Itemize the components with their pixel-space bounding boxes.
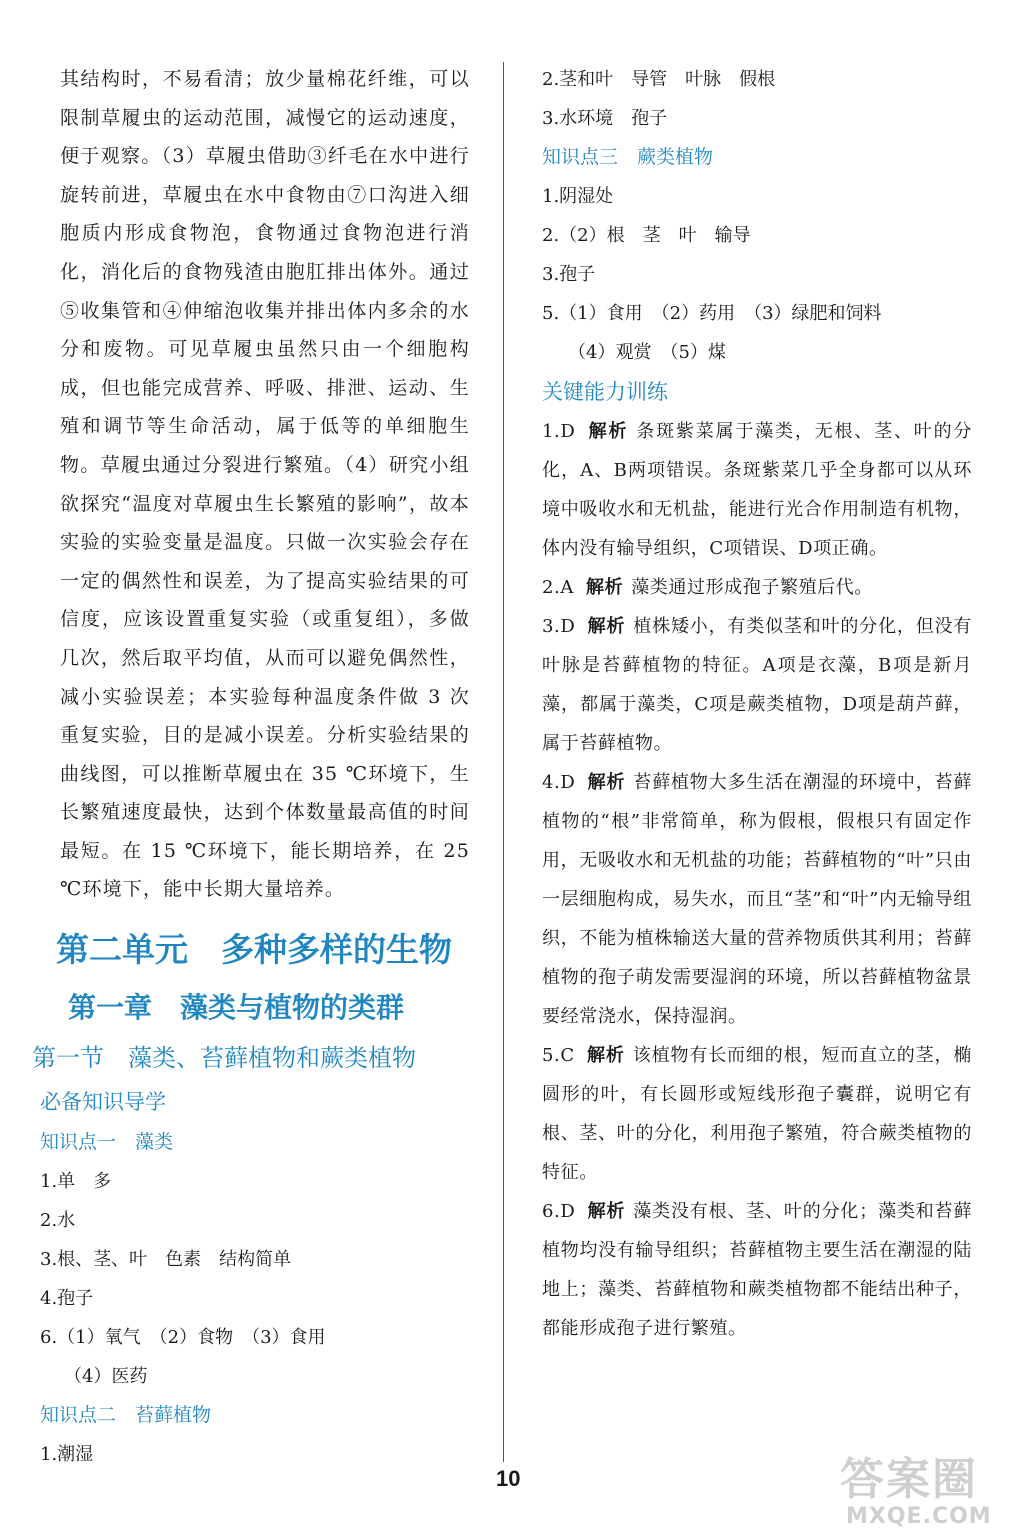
kp1-item: （4）医药 — [64, 1366, 148, 1388]
answer-text: 条斑紫菜属于藻类，无根、茎、叶的分化，A、B两项错误。条斑紫菜几乎全身都可以从环境中吸收水和无机盐，能进行光合作用制造有机物，体内没有输导组织，C项错误、D项正确。 — [542, 421, 973, 559]
training-title: 关键能力训练 — [542, 380, 668, 404]
knowledge-point-1-title: 知识点一 藻类 — [40, 1131, 174, 1154]
answer-number: 6.D — [542, 1201, 576, 1222]
kp3-item: 2.（2）根 茎 叶 输导 — [542, 225, 751, 246]
analysis-tag: 解析 — [587, 616, 626, 637]
kp2-item: 1.潮湿 — [40, 1444, 94, 1466]
answer-text: 苔藓植物大多生活在潮湿的环境中，苔藓植物的“根”非常简单，称为假根，假根只有固定作用，无吸收水和无机盐的功能；苔藓植物的“叶”只由一层细胞构成，易失水，而且“茎”和“叶”内无输导组织，不能为植株输送大量的营养物质供其利用；苔藓植物的孢子萌发需要湿润的环境，所以苔藓植物盆景要经常浇水，保持湿润。 — [542, 772, 972, 1027]
kp3-item: 3.孢子 — [542, 264, 596, 285]
analysis-tag: 解析 — [585, 577, 624, 598]
answer-item — [542, 412, 972, 568]
watermark-brand: 答案圈 — [840, 1454, 978, 1505]
analysis-tag: 解析 — [587, 1201, 626, 1222]
answer-text: 该植物有长而细的根，短而直立的茎，椭圆形的叶，有长圆形或短线形孢子囊群，说明它有根、茎、叶的分化，利用孢子繁殖，符合蕨类植物的特征。 — [542, 1045, 972, 1183]
answer-text: 藻类没有根、茎、叶的分化；藻类和苔藓植物均没有输导组织；苔藓植物主要生活在潮湿的陆地上；藻类、苔藓植物和蕨类植物都不能结出种子，都能形成孢子进行繁殖。 — [542, 1201, 972, 1339]
left-column — [32, 60, 470, 1474]
answer-item — [542, 763, 972, 1036]
answer-item — [542, 568, 972, 607]
watermark-logo — [840, 1455, 1010, 1535]
kp3-item: 1.阴湿处 — [542, 186, 614, 207]
analysis-tag: 解析 — [587, 772, 626, 793]
kp2-item: 2.茎和叶 导管 叶脉 假根 — [542, 69, 776, 90]
answer-number: 4.D — [542, 772, 576, 793]
analysis-tag: 解析 — [587, 421, 629, 442]
answer-number: 2.A — [542, 577, 574, 598]
answer-number: 3.D — [542, 616, 576, 637]
answer-text: 植株矮小，有类似茎和叶的分化，但没有叶脉是苔藓植物的特征。A项是衣藻，B项是新月藻，都属于藻类，C项是蕨类植物，D项是葫芦藓，属于苔藓植物。 — [542, 616, 972, 754]
answer-number: 1.D — [542, 421, 576, 442]
section-title: 第一节 藻类、苔藓植物和蕨类植物 — [32, 1044, 416, 1073]
answer-text: 藻类通过形成孢子繁殖后代。 — [631, 577, 873, 598]
kp3-item: 5.（1）食用 （2）药用 （3）绿肥和饲料 — [542, 303, 882, 324]
guide-title: 必备知识导学 — [40, 1090, 166, 1115]
analysis-tag: 解析 — [586, 1045, 625, 1066]
answer-number: 5.C — [542, 1045, 575, 1066]
kp1-item: 2.水 — [40, 1210, 76, 1232]
answer-item — [542, 1036, 972, 1192]
unit-title: 第二单元 多种多样的生物 — [56, 930, 452, 970]
kp2-item: 3.水环境 孢子 — [542, 108, 668, 129]
kp1-item: 3.根、茎、叶 色素 结构简单 — [40, 1249, 292, 1271]
explanation-paragraph: 其结构时，不易看清；放少量棉花纤维，可以限制草履虫的运动范围，减慢它的运动速度，便于观察。（3）草履虫借助③纤毛在水中进行旋转前进，草履虫在水中食物由⑦口沟进入细胞质内形成食物泡，食物通过食物泡进行消化，消化后的食物残渣由胞肛排出体外。通过⑤收集管和④伸缩泡收集并排出体内多余的水分和废物。可见草履虫虽然只由一个细胞构成，但也能完成营养、呼吸、排泄、运动、生殖和调节等生命活动，属于低等的单细胞生物。草履虫通过分裂进行繁殖。（4）研究小组欲探究“温度对草履虫生长繁殖的影响”，故本实验的实验变量是温度。只做一次实验会存在一定的偶然性和误差，为了提高实验结果的可信度，应该设置重复实验（或重复组），多做几次，然后取平均值，从而可以避免偶然性，减小实验误差；本实验每种温度条件做 3 次重复实验，目的是减小误差。分析实验结果的曲线图，可以推断草履虫在 35 ℃环境下，生长繁殖速度最快，达到个体数量最高值的时间最短。在 15 ℃环境下，能长期培养，在 25 ℃环境下，能中长期大量培养。 — [60, 68, 470, 901]
knowledge-point-3-title: 知识点三 蕨类植物 — [542, 146, 714, 168]
answer-item — [542, 607, 972, 763]
answer-item — [542, 1192, 972, 1348]
kp1-item: 1.单 多 — [40, 1171, 112, 1193]
chapter-title: 第一章 藻类与植物的类群 — [68, 991, 405, 1025]
knowledge-point-2-title: 知识点二 苔藓植物 — [40, 1404, 212, 1427]
column-divider — [503, 62, 504, 1462]
kp1-item: 6.（1）氧气 （2）食物 （3）食用 — [40, 1327, 326, 1349]
watermark-url: MXQE.COM — [846, 1504, 992, 1529]
page-number: 10 — [496, 1466, 521, 1491]
right-column — [542, 60, 972, 1348]
kp1-item: 4.孢子 — [40, 1288, 94, 1310]
kp3-item: （4）观赏 （5）煤 — [568, 342, 726, 363]
